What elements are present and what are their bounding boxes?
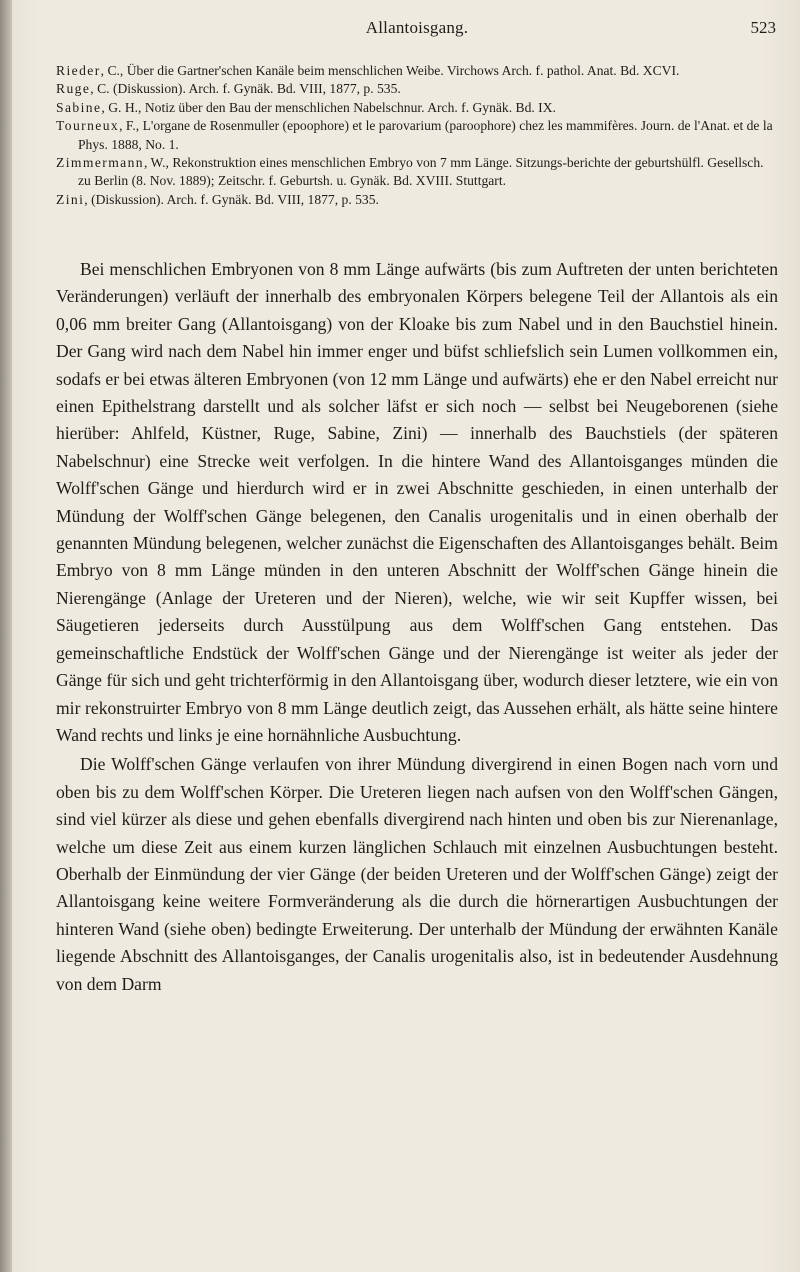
reference-item	[56, 80, 778, 98]
reference-author: Sabine	[56, 99, 102, 115]
reference-item	[56, 62, 778, 80]
body-paragraph: Die Wolff'schen Gänge verlaufen von ihrer Mündung divergirend in einen Bogen nach vorn und oben bis zu dem Wolff'schen Körper. Die Ureteren liegen nach aufsen von den Wolff'schen Gängen, sind viel kürzer als diese und gehen ebenfalls divergirend nach hinten und oben bis zur Nierenanlage, welche um diese Zeit aus einem kurzen länglichen Schlauch mit einzelnen Ausbuchtungen besteht. Oberhalb der Einmündung der vier Gänge (der beiden Ureteren und der Wolff'schen Gänge) zeigt der Allantoisgang keine weitere Formveränderung als die durch die hörnerartigen Ausbuchtungen der hinteren Wand (siehe oben) bedingte Erweiterung. Der unterhalb der Mündung der erwähnten Kanäle liegende Abschnitt des Allantoisganges, der Canalis urogenitalis also, ist in bedeutender Ausdehnung von dem Darm	[56, 754, 778, 994]
reference-author: Ruge	[56, 81, 91, 97]
reference-text: , (Diskussion). Arch. f. Gynäk. Bd. VIII, 1877, p. 535.	[84, 191, 379, 207]
reference-author: Rieder	[56, 63, 101, 78]
reference-text: , C., Über die Gartner'schen Kanäle beim menschlichen Weibe. Virchows Arch. f. pathol. Anat. Bd. XCVI.	[100, 63, 680, 78]
body-text	[56, 256, 778, 998]
page-number: 523	[750, 18, 776, 37]
reference-item	[56, 191, 778, 209]
reference-item	[56, 154, 778, 191]
reference-author: Zimmermann	[56, 155, 144, 171]
page-binding-edge	[0, 0, 12, 1272]
reference-item	[56, 117, 778, 154]
page-header	[56, 18, 778, 42]
reference-author: Tourneux	[56, 118, 120, 134]
running-title: Allantoisgang.	[365, 18, 469, 37]
reference-author: Zini	[56, 191, 85, 207]
reference-text: , W., Rekonstruktion eines menschlichen Embryo von 7 mm Länge. Sitzungs-berichte der geburtshülfl. Gesellsch. zu Berlin (8. Nov. 1889); Zeitschr. f. Geburtsh. u. Gynäk. Bd. XVIII. Stuttgart.	[78, 155, 764, 189]
reference-text: , F., L'organe de Rosenmuller (epoophore) et le parovarium (paroophore) chez les mammifères. Journ. de l'Anat. et de la Phys. 1888, No. 1.	[78, 118, 773, 152]
reference-text: , G. H., Notiz über den Bau der menschlichen Nabelschnur. Arch. f. Gynäk. Bd. IX.	[101, 99, 556, 115]
reference-item	[56, 99, 778, 117]
reference-text: , C. (Diskussion). Arch. f. Gynäk. Bd. VIII, 1877, p. 535.	[90, 81, 401, 97]
reference-list	[56, 62, 778, 209]
body-paragraph: Bei menschlichen Embryonen von 8 mm Länge aufwärts (bis zum Auftreten der unten berichteten Veränderungen) verläuft der innerhalb des embryonalen Körpers belegene Teil der Allantois als ein 0,06 mm breiter Gang (Allantoisgang) von der Kloake bis zum Nabel und in den Bauchstiel hinein. Der Gang wird nach dem Nabel hin immer enger und büfst schliefslich sein Lumen vollkommen ein, sodafs er bei etwas älteren Embryonen (von 12 mm Länge und aufwärts) ehe er den Nabel erreicht nur einen Epithelstrang darstellt und als solcher läfst er sich noch — selbst bei Neugeborenen (siehe hierüber: Ahlfeld, Küstner, Ruge, Sabine, Zini) — innerhalb des Bauchstiels (der späteren Nabelschnur) eine Strecke weit verfolgen. In die hintere Wand des Allantoisganges münden die Wolff'schen Gänge und hierdurch wird er in zwei Abschnitte geschieden, in einen unterhalb der Mündung der Wolff'schen Gänge belegenen, den Canalis urogenitalis und in einen oberhalb der genannten Mündung belegenen, welcher zunächst die Eigenschaften des Allantoisganges behält. Beim Embryo von 8 mm Länge münden in den unteren Abschnitt der Wolff'schen Gänge hinein die Nierengänge (Anlage der Ureteren und der Nieren), welche, wie wir seit Kupffer wissen, bei Säugetieren jederseits durch Ausstülpung aus dem Wolff'schen Gang entstehen. Das gemeinschaftliche Endstück der Wolff'schen Gänge und der Nierengänge ist weiter als jeder der Gänge für sich und geht trichterförmig in den Allantoisgang über, wodurch dieser letztere, wie ein von mir rekonstruirter Embryo von 8 mm Länge deutlich zeigt, das Aussehen erhält, als hätte seine hintere Wand rechts und links je eine hornähnliche Ausbuchtung.	[56, 259, 778, 745]
